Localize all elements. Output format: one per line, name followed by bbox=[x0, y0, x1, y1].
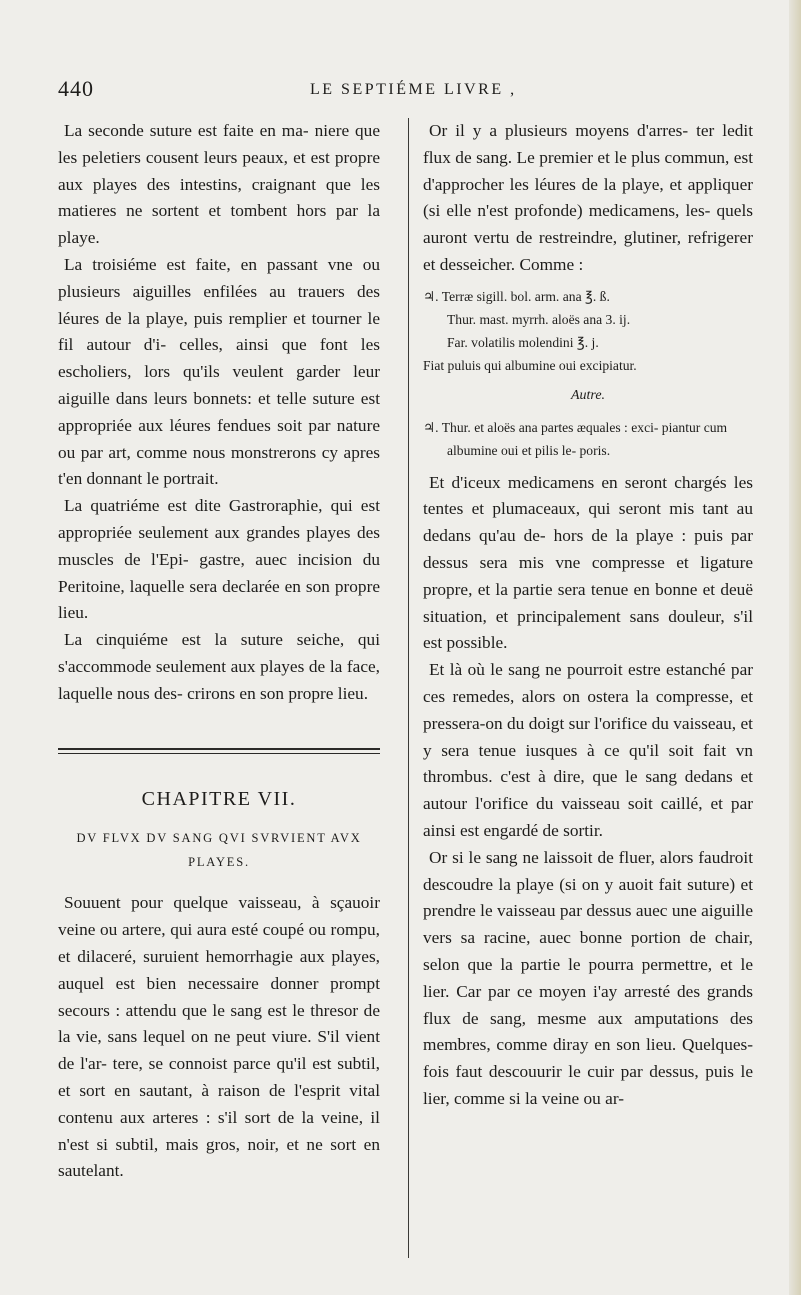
chapter-title: CHAPITRE VII. bbox=[141, 787, 297, 810]
paragraph-moyens-arrester: Or il y a plusieurs moyens d'arres- ter ledit flux de sang. Le premier et le plus commun, est d'approcher les léures de la playe, et appliquer (si elle n'est profonde) medicamens, les- quels auront vertu de restreindre, glutiner, refrigerer et desseicher. Comme : bbox=[423, 121, 753, 274]
page-header bbox=[58, 76, 761, 106]
recipe-1-line-3: Far. volatilis molendini ℥. j. bbox=[447, 334, 599, 350]
running-title: LE SEPTIÉME LIVRE , bbox=[310, 81, 517, 98]
paragraph-medicamens: Et d'iceux medicamens en seront chargés les tentes et plumaceaux, qui seront mis tant au dedans qu'au de- hors de la playe : puis par dessus sera mis vne compresse et ligature propre, et la partie sera tenue en bonne et deuë situation, et principalement sans douleur, s'il est possible. bbox=[423, 472, 753, 653]
paragraph-seconde-suture: La seconde suture est faite en ma- niere que les peletiers cousent leurs peaux, et est propre aux playes des intestins, craignant que les matieres ne sortent et tombent hors par la playe. bbox=[58, 121, 380, 248]
paragraph-quatrieme-suture: La quatriéme est dite Gastroraphie, qui est appropriée seulement aux grandes playes des muscles de l'Epi- gastre, auec incision du Peritoine, laquelle sera declarée en son propre lieu. bbox=[58, 496, 380, 623]
recipe-1-line-1: ♃. Terræ sigill. bol. arm. ana ℥. ß. bbox=[423, 288, 610, 304]
recipe-2-line-1: ♃. Thur. et aloës ana partes æquales : exci- piantur cum albumine oui et pilis le- poris. bbox=[423, 419, 728, 458]
column-rule bbox=[408, 118, 409, 1258]
paragraph-troisieme-suture: La troisiéme est faite, en passant vne ou plusieurs aiguilles enfilées au trauers des léures de la playe, puis remplier et tourner le fil autour d'i- celles, ainsi que font les escholiers, lors qu'ils veulent garder leur aiguille dans leurs bonnets: et telle suture est appropriée aux léures fendues soit par nature ou par art, comme nous monstrerons cy apres t'en donnant le portrait. bbox=[58, 254, 380, 489]
divider-thin bbox=[58, 753, 380, 754]
chapter-divider bbox=[58, 748, 380, 754]
recipe-1-line-2: Thur. mast. myrrh. aloës ana 3. ij. bbox=[447, 311, 631, 327]
left-column bbox=[58, 118, 380, 1185]
recipe-1-line-4: Fiat puluis qui albumine oui excipiatur. bbox=[423, 357, 637, 373]
divider-thick bbox=[58, 748, 380, 750]
paragraph-hemorrhagie: Souuent pour quelque vaisseau, à sçauoir veine ou artere, qui aura esté coupé ou rompu, et dilaceré, suruient hemorrhagie aux playes, auquel est bien necessaire donner prompt secours : attendu que le sang est le thresor de la vie, sans lequel on ne peut viure. S'il vient de l'ar- tere, se connoist parce qu'il est subtil, et sort en sautant, à raison de l'esprit vital contenu aux arteres : s'il sort de la veine, il n'est si subtil, mais gros, noir, et ne sort en sautelant. bbox=[58, 893, 380, 1181]
paragraph-descoudre: Or si le sang ne laissoit de fluer, alors faudroit descoudre la playe (si on y auoit fait suture) et prendre le vaisseau par dessus auec une aiguille vers sa racine, auec bonne portion de chair, selon que la partie le pourra permettre, et le lier. Car par ce moyen i'ay arresté des grands flux de sang, mesme aux amputations des membres, comme diray en son lieu. Quelques- fois faut descouurir le cuir par dessus, puis le lier, comme si la veine ou ar- bbox=[423, 847, 753, 1108]
paragraph-compresse: Et là où le sang ne pourroit estre estanché par ces remedes, alors on ostera la compresse, et pressera-on du doigt sur l'orifice du vaisseau, et y sera tenue iusques à ce qu'il soit fait vn thrombus. c'est à dire, que le sang dedans et autour l'orifice du vaisseau soit caillé, et par ainsi est engardé de sortir. bbox=[423, 660, 753, 840]
page-number: 440 bbox=[58, 76, 94, 101]
paragraph-cinquieme-suture: La cinquiéme est la suture seiche, qui s'accommode seulement aux playes de la face, laquelle nous des- crirons en son propre lieu. bbox=[58, 630, 380, 703]
recipe-2 bbox=[423, 416, 753, 462]
recipe-heading-autre: Autre. bbox=[570, 387, 606, 403]
recipe-1 bbox=[423, 285, 753, 377]
page-edge bbox=[789, 0, 801, 1295]
right-column bbox=[423, 118, 753, 1113]
chapter-subtitle: DV FLVX DV SANG QVI SVRVIENT AVX PLAYES. bbox=[76, 831, 362, 870]
